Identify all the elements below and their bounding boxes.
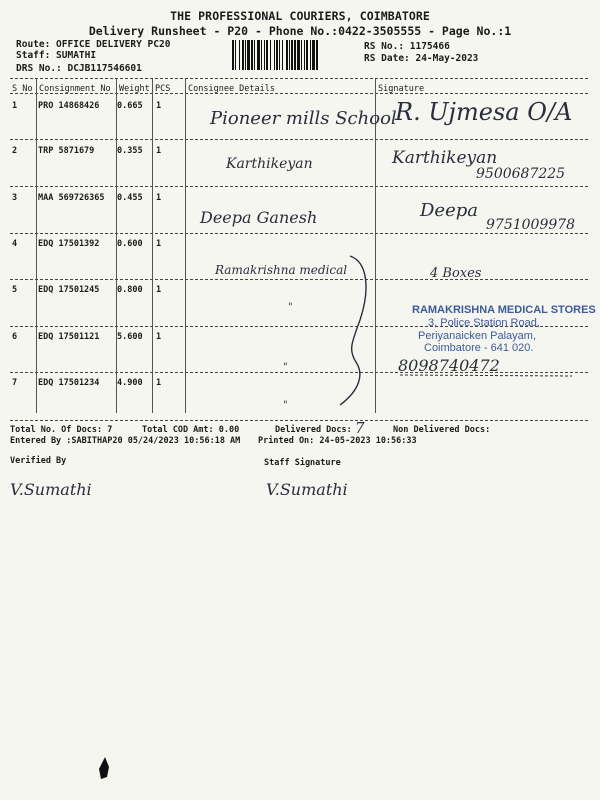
- ditto-mark: ": [288, 302, 293, 313]
- row-rule: [10, 279, 588, 280]
- row-rule: [10, 139, 588, 140]
- row-sno: 4: [12, 239, 18, 249]
- col-weight: Weight: [119, 84, 150, 94]
- row-weight: 5.600: [117, 332, 143, 342]
- total-docs: Total No. Of Docs: 7: [10, 425, 113, 435]
- verified-signature: V.Sumathi: [10, 480, 92, 499]
- col-divider: [152, 79, 153, 413]
- staff-signature-label: Staff Signature: [264, 458, 341, 468]
- non-delivered-docs: Non Delivered Docs:: [393, 425, 491, 435]
- stamp-name: RAMAKRISHNA MEDICAL STORES: [412, 304, 596, 316]
- col-divider: [185, 79, 186, 413]
- header-rule: [10, 93, 588, 94]
- col-consignee: Consignee Details: [188, 84, 275, 94]
- row-consignment: EDQ 17501121: [38, 332, 100, 342]
- row-consignment: PRO 14868426: [38, 101, 100, 111]
- barcode: [232, 40, 360, 70]
- grouping-bracket: [330, 250, 380, 410]
- row-pcs: 1: [156, 239, 162, 249]
- row-weight: 4.900: [117, 378, 143, 388]
- row-consignment: EDQ 17501392: [38, 239, 100, 249]
- row-sno: 3: [12, 193, 18, 203]
- rs-date: RS Date: 24-May-2023: [364, 53, 479, 64]
- phone-handwritten: 9500687225: [476, 166, 566, 182]
- verified-by-label: Verified By: [10, 456, 67, 466]
- stamp-phone-handwritten: 8098740472: [398, 356, 500, 375]
- signature-handwritten: 4 Boxes: [430, 266, 482, 281]
- col-signature: Signature: [378, 84, 425, 94]
- consignee-handwritten: Karthikeyan: [226, 156, 313, 172]
- col-pcs: PCS: [155, 84, 171, 94]
- rs-number: RS No.: 1175466: [364, 41, 450, 52]
- stamp-address-2: Periyanaicken Palayam,: [418, 330, 537, 342]
- table-bottom-rule: [10, 420, 588, 421]
- row-sno: 2: [12, 146, 18, 156]
- col-divider: [36, 79, 37, 413]
- row-weight: 0.800: [117, 285, 143, 295]
- printed-on: Printed On: 24-05-2023 10:56:33: [258, 436, 417, 446]
- ditto-mark: ": [283, 362, 288, 373]
- total-cod: Total COD Amt: 0.00: [142, 425, 240, 435]
- row-pcs: 1: [156, 285, 162, 295]
- col-consignment: Consignment No: [39, 84, 111, 94]
- runsheet-subtitle: Delivery Runsheet - P20 - Phone No.:0422-3505555 - Page No.:1: [88, 24, 512, 38]
- staff-label: Staff: SUMATHI: [16, 50, 97, 61]
- stamp-address-1: 3, Police Station Road,: [428, 317, 540, 329]
- row-pcs: 1: [156, 146, 162, 156]
- col-sno: S No: [12, 84, 33, 94]
- stamp-address-3: Coimbatore - 641 020.: [424, 342, 534, 354]
- row-sno: 7: [12, 378, 18, 388]
- row-sno: 5: [12, 285, 18, 295]
- consignee-handwritten: Deepa Ganesh: [200, 208, 318, 227]
- delivered-docs-label: Delivered Docs:: [275, 425, 352, 435]
- delivered-docs-value: 7: [355, 419, 365, 437]
- row-sno: 1: [12, 101, 18, 111]
- phone-handwritten: 9751009978: [486, 217, 576, 233]
- signature-handwritten: Karthikeyan: [392, 148, 498, 168]
- row-rule: [10, 233, 588, 234]
- row-consignment: EDQ 17501234: [38, 378, 100, 388]
- signature-handwritten: R. Ujmesa O/A: [395, 98, 573, 126]
- consignee-handwritten: Pioneer mills School: [210, 108, 397, 129]
- row-pcs: 1: [156, 193, 162, 203]
- ink-smudge: [95, 755, 115, 781]
- row-consignment: EDQ 17501245: [38, 285, 100, 295]
- consignee-handwritten: Ramakrishna medical: [215, 263, 348, 277]
- row-rule: [10, 186, 588, 187]
- row-weight: 0.665: [117, 101, 143, 111]
- company-title: THE PROFESSIONAL COURIERS, COIMBATORE: [170, 9, 430, 23]
- row-pcs: 1: [156, 332, 162, 342]
- drs-number: DRS No.: DCJB117546601: [16, 63, 142, 74]
- entered-by: Entered By :SABITHAP20 05/24/2023 10:56:18 AM: [10, 436, 241, 446]
- route-label: Route: OFFICE DELIVERY PC20: [16, 39, 171, 50]
- row-sno: 6: [12, 332, 18, 342]
- row-weight: 0.600: [117, 239, 143, 249]
- row-pcs: 1: [156, 378, 162, 388]
- table-top-rule: [10, 78, 588, 79]
- stamp-underline: [396, 370, 576, 380]
- row-weight: 0.355: [117, 146, 143, 156]
- row-pcs: 1: [156, 101, 162, 111]
- ditto-mark: ": [283, 400, 288, 411]
- row-consignment: MAA 569726365: [38, 193, 105, 203]
- staff-signature: V.Sumathi: [266, 480, 348, 499]
- signature-handwritten: Deepa: [420, 200, 478, 221]
- row-weight: 0.455: [117, 193, 143, 203]
- row-consignment: TRP 5871679: [38, 146, 95, 156]
